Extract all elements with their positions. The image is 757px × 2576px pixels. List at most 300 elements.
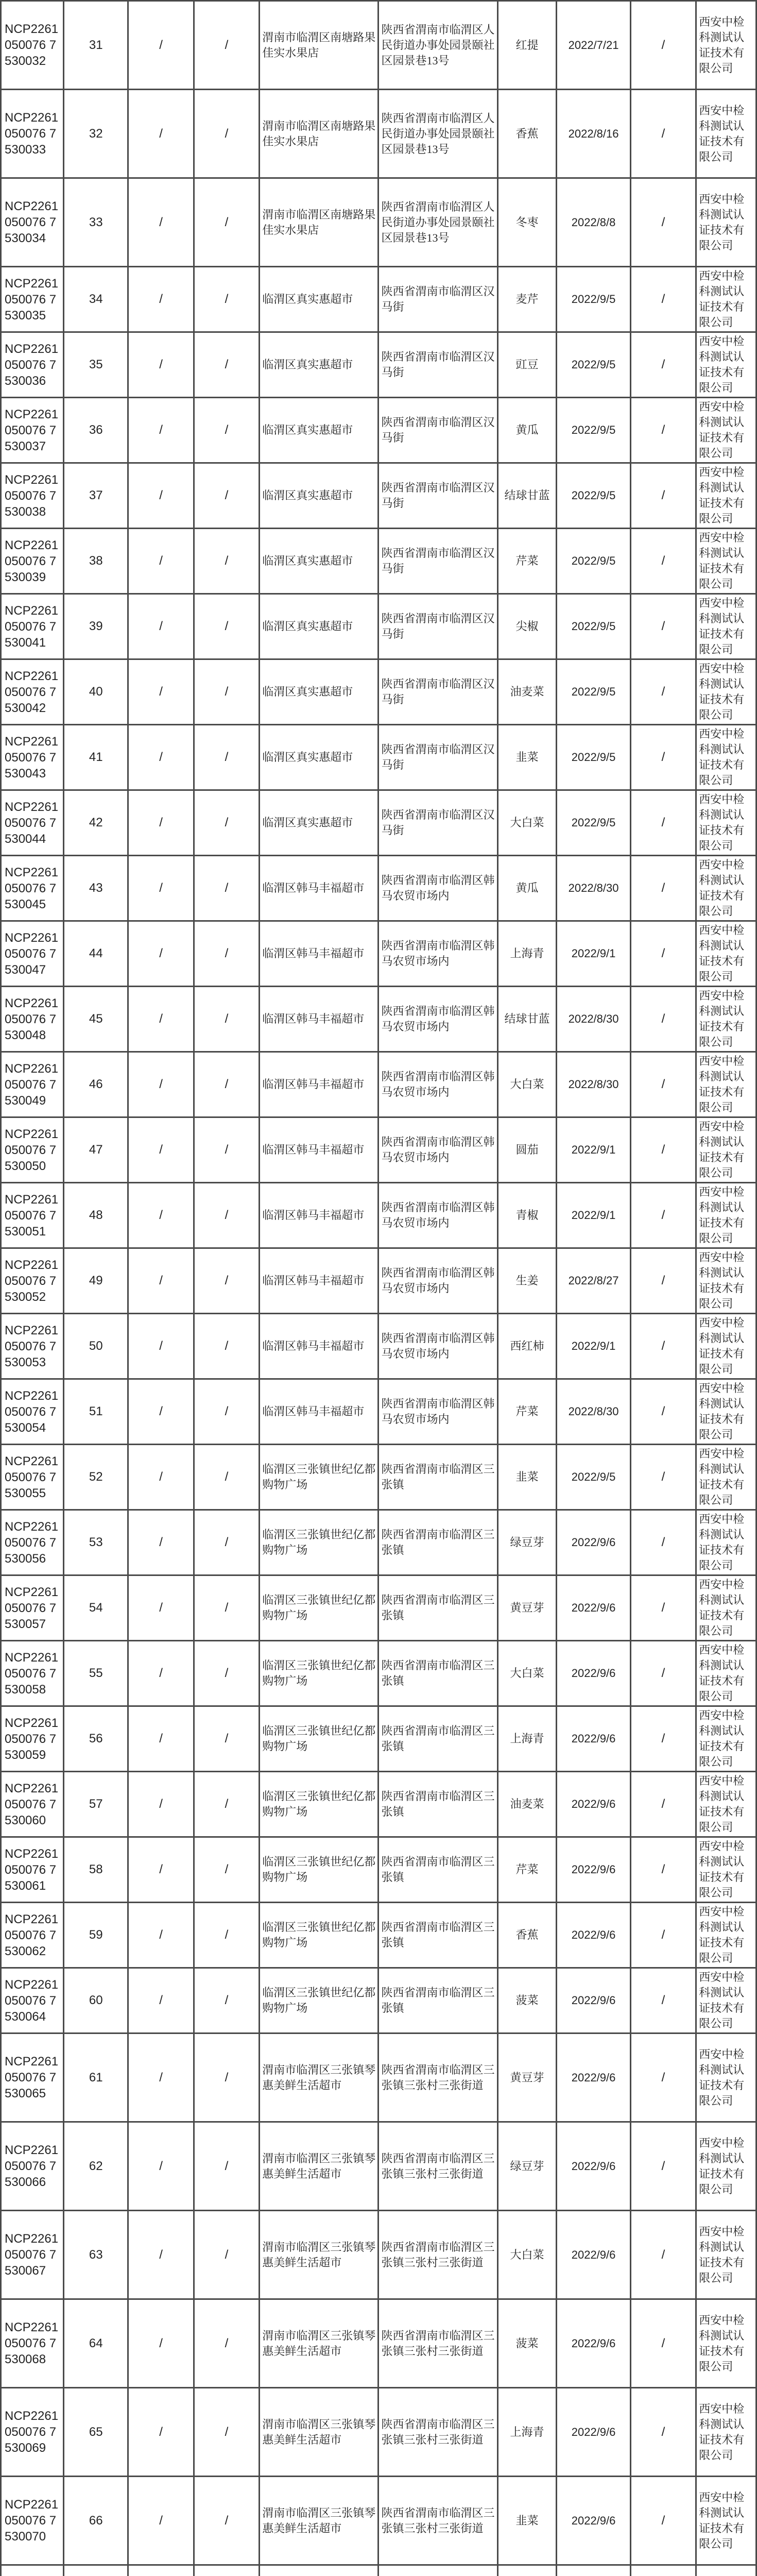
testing-agency-cell: 西安中检科测试认证技术有限公司 [696, 1837, 756, 1903]
blank-cell: / [630, 1837, 696, 1903]
blank-cell: / [630, 1183, 696, 1248]
blank-cell: / [194, 1575, 259, 1641]
sampled-unit-address-cell: 陕西省渭南市临渭区三张镇 [378, 1903, 497, 1968]
blank-cell: / [630, 1968, 696, 2033]
table-row [1, 332, 756, 398]
table-row [1, 659, 756, 725]
sampled-unit-name-cell: 临渭区三张镇世纪亿都购物广场 [260, 1903, 378, 1968]
blank-cell: / [128, 790, 194, 856]
sample-code-cell: NCP2261050076 7530051 [1, 1183, 64, 1248]
serial-number-cell: 41 [64, 725, 128, 790]
sample-code-cell: NCP2261050076 7530050 [1, 1117, 64, 1183]
sampling-date-cell: 2022/9/6 [557, 1903, 630, 1968]
sampled-unit-address-cell: 陕西省渭南市临渭区汉马街 [378, 529, 497, 594]
testing-agency-cell: 西安中检科测试认证技术有限公司 [696, 1248, 756, 1314]
serial-number-cell: 51 [64, 1379, 128, 1445]
sampling-date-cell: 2022/9/5 [557, 725, 630, 790]
serial-number-cell: 65 [64, 2388, 128, 2477]
sample-code-cell: NCP2261050076 7530064 [1, 1968, 64, 2033]
testing-agency-cell: 西安中检科测试认证技术有限公司 [696, 2033, 756, 2122]
blank-cell: / [128, 2388, 194, 2477]
blank-cell: / [630, 1510, 696, 1575]
sampled-unit-address-cell: 陕西省渭南市临渭区韩马农贸市场内 [378, 856, 497, 921]
table-row [1, 1968, 756, 2033]
table-row [1, 2122, 756, 2211]
blank-cell: / [630, 1445, 696, 1510]
sample-code-cell: NCP2261050076 7530069 [1, 2388, 64, 2477]
sample-code-cell: NCP2261050076 7530047 [1, 921, 64, 987]
sampled-unit-address-cell: 陕西省渭南市临渭区三张镇 [378, 1510, 497, 1575]
sampling-date-cell: 2022/8/30 [557, 1379, 630, 1445]
product-name-cell: 结球甘蓝 [497, 463, 557, 529]
sampled-unit-name-cell: 临渭区三张镇世纪亿都购物广场 [260, 1772, 378, 1837]
sample-code-cell: NCP2261050076 7530041 [1, 594, 64, 659]
sampling-date-cell: 2022/9/5 [557, 790, 630, 856]
blank-cell: / [194, 1445, 259, 1510]
sample-code-cell: NCP2261050076 7530037 [1, 398, 64, 463]
sampled-unit-address-cell: 陕西省渭南市临渭区韩马农贸市场内 [378, 1379, 497, 1445]
testing-agency-cell: 西安中检科测试认证技术有限公司 [696, 1445, 756, 1510]
sampling-date-cell: 2022/9/6 [557, 2477, 630, 2565]
blank-cell: / [630, 178, 696, 267]
serial-number-cell: 31 [64, 1, 128, 90]
blank-cell: / [630, 2033, 696, 2122]
blank-cell: / [630, 2388, 696, 2477]
product-name-cell: 绿豆芽 [497, 1510, 557, 1575]
sample-code-cell: NCP2261050076 7530056 [1, 1510, 64, 1575]
product-name-cell: 油麦菜 [497, 1772, 557, 1837]
product-name-cell: 冬枣 [497, 178, 557, 267]
sampled-unit-name-cell: 临渭区真实惠超市 [260, 725, 378, 790]
serial-number-cell: 32 [64, 90, 128, 178]
product-name-cell: 大白菜 [497, 1641, 557, 1706]
sampling-date-cell: 2022/8/27 [557, 1248, 630, 1314]
sampled-unit-address-cell: 陕西省渭南市临渭区汉马街 [378, 659, 497, 725]
product-name-cell: 上海青 [497, 2388, 557, 2477]
testing-agency-cell: 西安中检科测试认证技术有限公司 [696, 332, 756, 398]
blank-cell: / [128, 2211, 194, 2299]
serial-number-cell: 34 [64, 267, 128, 332]
blank-cell: / [194, 594, 259, 659]
blank-cell: / [630, 725, 696, 790]
blank-cell: / [194, 1, 259, 90]
sample-code-cell: NCP2261050076 7530068 [1, 2299, 64, 2388]
sampled-unit-address-cell: 陕西省渭南市临渭区韩马农贸市场内 [378, 1052, 497, 1117]
sample-code-cell: NCP2261050076 7530059 [1, 1706, 64, 1772]
blank-cell: / [630, 2299, 696, 2388]
blank-cell: / [128, 1510, 194, 1575]
testing-agency-cell: 西安中检科测试认证技术有限公司 [696, 1772, 756, 1837]
blank-cell: / [128, 1445, 194, 1510]
sampling-date-cell: 2022/9/5 [557, 463, 630, 529]
sampling-date-cell: 2022/9/5 [557, 594, 630, 659]
sampled-unit-address-cell: 陕西省渭南市临渭区韩马农贸市场内 [378, 1248, 497, 1314]
table-row [1, 2299, 756, 2388]
sampled-unit-address-cell: 陕西省渭南市临渭区三张镇 [378, 1837, 497, 1903]
blank-cell: / [194, 1903, 259, 1968]
blank-cell: / [630, 2477, 696, 2565]
table-row [1, 2565, 756, 2576]
blank-cell: / [128, 2477, 194, 2565]
blank-cell: / [128, 1837, 194, 1903]
sampling-date-cell: 2022/9/6 [557, 1641, 630, 1706]
serial-number-cell: 43 [64, 856, 128, 921]
testing-agency-cell: 西安中检科测试认证技术有限公司 [696, 659, 756, 725]
sampled-unit-address-cell: 陕西省渭南市临渭区三张镇三张村三张街道 [378, 2033, 497, 2122]
sample-code-cell: NCP2261050076 7530067 [1, 2211, 64, 2299]
sampled-unit-name-cell: 渭南市临渭区三张镇琴惠美鲜生活超市 [260, 2122, 378, 2211]
testing-agency-cell: 西安中检科测试认证技术有限公司 [696, 987, 756, 1052]
blank-cell: / [194, 398, 259, 463]
product-name-cell: 尖椒 [497, 594, 557, 659]
sampled-unit-address-cell: 陕西省渭南市临渭区三张镇 [378, 1641, 497, 1706]
blank-cell: / [128, 725, 194, 790]
serial-number-cell: 49 [64, 1248, 128, 1314]
table-row [1, 594, 756, 659]
product-name-cell: 菠菜 [497, 1968, 557, 2033]
sampled-unit-address-cell: 陕西省渭南市临渭区三张镇 [378, 1445, 497, 1510]
sample-code-cell: NCP2261050076 7530066 [1, 2122, 64, 2211]
blank-cell: / [128, 2033, 194, 2122]
blank-cell: / [194, 1641, 259, 1706]
blank-cell: / [128, 178, 194, 267]
sampled-unit-address-cell: 陕西省渭南市临渭区韩马农贸市场内 [378, 987, 497, 1052]
sample-code-cell: NCP2261050076 7530054 [1, 1379, 64, 1445]
table-row [1, 1052, 756, 1117]
sampled-unit-name-cell: 临渭区三张镇世纪亿都购物广场 [260, 1445, 378, 1510]
blank-cell: / [630, 463, 696, 529]
blank-cell: / [128, 1183, 194, 1248]
product-name-cell: 红提 [497, 1, 557, 90]
blank-cell: / [128, 1641, 194, 1706]
product-name-cell: 芹菜 [497, 1379, 557, 1445]
sampled-unit-name-cell [260, 2565, 378, 2576]
blank-cell: / [630, 90, 696, 178]
sampled-unit-address-cell: 陕西省渭南市临渭区汉马街 [378, 463, 497, 529]
product-name-cell: 豇豆 [497, 332, 557, 398]
sample-code-cell: NCP2261050076 7530034 [1, 178, 64, 267]
testing-agency-cell: 西安中检科测试认证技术有限公司 [696, 1314, 756, 1379]
testing-agency-cell: 西安中检科测试认证技术有限公司 [696, 1575, 756, 1641]
sample-code-cell: NCP2261050076 7530053 [1, 1314, 64, 1379]
testing-agency-cell: 西安中检科测试认证技术有限公司 [696, 1510, 756, 1575]
serial-number-cell: 55 [64, 1641, 128, 1706]
blank-cell: / [128, 856, 194, 921]
table-row [1, 90, 756, 178]
blank-cell: / [630, 1575, 696, 1641]
sampling-date-cell: 2022/8/16 [557, 90, 630, 178]
sampled-unit-address-cell: 陕西省渭南市临渭区韩马农贸市场内 [378, 1183, 497, 1248]
sampled-unit-address-cell: 陕西省渭南市临渭区三张镇三张村三张街道 [378, 2477, 497, 2565]
blank-cell: / [630, 856, 696, 921]
blank-cell: / [630, 1903, 696, 1968]
table-row [1, 790, 756, 856]
testing-agency-cell: 西安中检科测试认证技术有限公司 [696, 529, 756, 594]
serial-number-cell: 33 [64, 178, 128, 267]
blank-cell: / [194, 2388, 259, 2477]
sampled-unit-name-cell: 临渭区韩马丰福超市 [260, 856, 378, 921]
blank-cell: / [194, 332, 259, 398]
sampled-unit-name-cell: 渭南市临渭区南塘路果佳实水果店 [260, 90, 378, 178]
sample-code-cell [1, 2565, 64, 2576]
sample-code-cell: NCP2261050076 7530048 [1, 987, 64, 1052]
sample-code-cell: NCP2261050076 7530057 [1, 1575, 64, 1641]
sampled-unit-address-cell: 陕西省渭南市临渭区人民街道办事处园景颐社区园景巷13号 [378, 178, 497, 267]
sampled-unit-name-cell: 临渭区三张镇世纪亿都购物广场 [260, 1641, 378, 1706]
table-row [1, 1510, 756, 1575]
product-name-cell: 上海青 [497, 921, 557, 987]
sampled-unit-name-cell: 临渭区韩马丰福超市 [260, 1379, 378, 1445]
sampling-date-cell: 2022/9/6 [557, 2299, 630, 2388]
table-body [1, 1, 756, 2576]
sampled-unit-name-cell: 临渭区韩马丰福超市 [260, 987, 378, 1052]
serial-number-cell: 60 [64, 1968, 128, 2033]
sampling-date-cell: 2022/9/6 [557, 1772, 630, 1837]
table-row [1, 1445, 756, 1510]
sampled-unit-address-cell: 陕西省渭南市临渭区三张镇三张村三张街道 [378, 2211, 497, 2299]
blank-cell: / [630, 1117, 696, 1183]
table-row [1, 1379, 756, 1445]
table-row [1, 398, 756, 463]
blank-cell: / [128, 2299, 194, 2388]
table-row [1, 1706, 756, 1772]
testing-agency-cell: 西安中检科测试认证技术有限公司 [696, 1117, 756, 1183]
sampled-unit-name-cell: 临渭区韩马丰福超市 [260, 1052, 378, 1117]
sampled-unit-name-cell: 渭南市临渭区三张镇琴惠美鲜生活超市 [260, 2477, 378, 2565]
blank-cell: / [194, 1510, 259, 1575]
sampling-date-cell: 2022/9/6 [557, 1706, 630, 1772]
table-row [1, 267, 756, 332]
sample-code-cell: NCP2261050076 7530043 [1, 725, 64, 790]
table-row [1, 2477, 756, 2565]
blank-cell [194, 2565, 259, 2576]
blank-cell: / [194, 2211, 259, 2299]
sampled-unit-name-cell: 临渭区韩马丰福超市 [260, 1117, 378, 1183]
sample-code-cell: NCP2261050076 7530035 [1, 267, 64, 332]
product-name-cell: 菠菜 [497, 2299, 557, 2388]
product-name-cell: 麦芹 [497, 267, 557, 332]
table-row [1, 921, 756, 987]
product-name-cell: 韭菜 [497, 2477, 557, 2565]
product-name-cell: 芹菜 [497, 529, 557, 594]
product-name-cell: 西红柿 [497, 1314, 557, 1379]
testing-agency-cell: 西安中检科测试认证技术有限公司 [696, 1183, 756, 1248]
blank-cell: / [128, 987, 194, 1052]
blank-cell: / [630, 1641, 696, 1706]
blank-cell: / [128, 1, 194, 90]
sample-code-cell: NCP2261050076 7530049 [1, 1052, 64, 1117]
serial-number-cell: 40 [64, 659, 128, 725]
sample-code-cell: NCP2261050076 7530058 [1, 1641, 64, 1706]
serial-number-cell: 63 [64, 2211, 128, 2299]
serial-number-cell: 66 [64, 2477, 128, 2565]
serial-number-cell: 42 [64, 790, 128, 856]
testing-agency-cell: 西安中检科测试认证技术有限公司 [696, 1, 756, 90]
blank-cell: / [194, 1314, 259, 1379]
sampling-date-cell: 2022/9/5 [557, 1445, 630, 1510]
table-row [1, 1641, 756, 1706]
serial-number-cell: 47 [64, 1117, 128, 1183]
testing-agency-cell: 西安中检科测试认证技术有限公司 [696, 1641, 756, 1706]
testing-agency-cell: 西安中检科测试认证技术有限公司 [696, 178, 756, 267]
sampled-unit-address-cell: 陕西省渭南市临渭区三张镇 [378, 1968, 497, 2033]
serial-number-cell: 37 [64, 463, 128, 529]
blank-cell: / [630, 594, 696, 659]
serial-number-cell: 54 [64, 1575, 128, 1641]
serial-number-cell: 39 [64, 594, 128, 659]
sample-code-cell: NCP2261050076 7530055 [1, 1445, 64, 1510]
table-row [1, 1772, 756, 1837]
sampling-date-cell: 2022/9/6 [557, 1968, 630, 2033]
sampling-date-cell: 2022/8/8 [557, 178, 630, 267]
blank-cell: / [194, 2033, 259, 2122]
testing-agency-cell: 西安中检科测试认证技术有限公司 [696, 1379, 756, 1445]
testing-agency-cell: 西安中检科测试认证技术有限公司 [696, 463, 756, 529]
testing-agency-cell: 西安中检科测试认证技术有限公司 [696, 2477, 756, 2565]
sampled-unit-name-cell: 临渭区三张镇世纪亿都购物广场 [260, 1706, 378, 1772]
sampling-date-cell: 2022/9/5 [557, 529, 630, 594]
sampled-unit-address-cell: 陕西省渭南市临渭区韩马农贸市场内 [378, 1314, 497, 1379]
product-name-cell: 韭菜 [497, 1445, 557, 1510]
blank-cell: / [194, 659, 259, 725]
serial-number-cell: 36 [64, 398, 128, 463]
sampling-date-cell: 2022/9/5 [557, 267, 630, 332]
sampling-date-cell: 2022/9/1 [557, 921, 630, 987]
product-name-cell: 上海青 [497, 1706, 557, 1772]
sampling-date-cell: 2022/9/6 [557, 1510, 630, 1575]
sampled-unit-address-cell: 陕西省渭南市临渭区三张镇 [378, 1706, 497, 1772]
sampling-date-cell: 2022/7/21 [557, 1, 630, 90]
blank-cell [630, 2565, 696, 2576]
serial-number-cell: 52 [64, 1445, 128, 1510]
sample-code-cell: NCP2261050076 7530042 [1, 659, 64, 725]
testing-agency-cell: 西安中检科测试认证技术有限公司 [696, 2299, 756, 2388]
sampled-unit-name-cell: 临渭区三张镇世纪亿都购物广场 [260, 1837, 378, 1903]
sampling-date-cell: 2022/9/6 [557, 1837, 630, 1903]
sampling-date-cell: 2022/9/1 [557, 1117, 630, 1183]
testing-agency-cell: 西安中检科测试认证技术有限公司 [696, 594, 756, 659]
testing-agency-cell [696, 2565, 756, 2576]
table-row [1, 1903, 756, 1968]
blank-cell: / [194, 1706, 259, 1772]
blank-cell: / [128, 1052, 194, 1117]
blank-cell: / [194, 1052, 259, 1117]
sampled-unit-name-cell: 渭南市临渭区南塘路果佳实水果店 [260, 178, 378, 267]
blank-cell: / [194, 178, 259, 267]
blank-cell: / [128, 1772, 194, 1837]
blank-cell: / [128, 1903, 194, 1968]
blank-cell: / [128, 1379, 194, 1445]
blank-cell: / [128, 594, 194, 659]
sampled-unit-name-cell: 临渭区三张镇世纪亿都购物广场 [260, 1510, 378, 1575]
blank-cell: / [128, 1968, 194, 2033]
blank-cell: / [128, 1314, 194, 1379]
sampling-date-cell: 2022/9/1 [557, 1314, 630, 1379]
sampled-unit-address-cell: 陕西省渭南市临渭区三张镇三张村三张街道 [378, 2299, 497, 2388]
sampling-date-cell: 2022/9/5 [557, 398, 630, 463]
table-row [1, 1575, 756, 1641]
sample-code-cell: NCP2261050076 7530032 [1, 1, 64, 90]
testing-agency-cell: 西安中检科测试认证技术有限公司 [696, 2388, 756, 2477]
blank-cell [128, 2565, 194, 2576]
blank-cell: / [194, 790, 259, 856]
blank-cell: / [194, 529, 259, 594]
serial-number-cell: 46 [64, 1052, 128, 1117]
product-name-cell: 黄豆芽 [497, 2033, 557, 2122]
sampling-date-cell: 2022/9/1 [557, 1183, 630, 1248]
blank-cell: / [630, 1772, 696, 1837]
sampled-unit-address-cell: 陕西省渭南市临渭区汉马街 [378, 267, 497, 332]
sampled-unit-name-cell: 渭南市临渭区三张镇琴惠美鲜生活超市 [260, 2299, 378, 2388]
blank-cell: / [194, 1183, 259, 1248]
testing-agency-cell: 西安中检科测试认证技术有限公司 [696, 921, 756, 987]
serial-number-cell: 57 [64, 1772, 128, 1837]
blank-cell: / [194, 725, 259, 790]
sampled-unit-address-cell: 陕西省渭南市临渭区三张镇 [378, 1772, 497, 1837]
sampled-unit-name-cell: 临渭区真实惠超市 [260, 594, 378, 659]
sampled-unit-address-cell: 陕西省渭南市临渭区汉马街 [378, 725, 497, 790]
product-name-cell: 黄瓜 [497, 398, 557, 463]
blank-cell: / [630, 267, 696, 332]
table-row [1, 987, 756, 1052]
blank-cell: / [194, 463, 259, 529]
blank-cell: / [630, 1379, 696, 1445]
testing-agency-cell: 西安中检科测试认证技术有限公司 [696, 90, 756, 178]
testing-agency-cell: 西安中检科测试认证技术有限公司 [696, 1706, 756, 1772]
blank-cell: / [128, 1706, 194, 1772]
blank-cell: / [630, 2122, 696, 2211]
sampled-unit-name-cell: 临渭区韩马丰福超市 [260, 921, 378, 987]
blank-cell: / [630, 332, 696, 398]
testing-agency-cell: 西安中检科测试认证技术有限公司 [696, 856, 756, 921]
serial-number-cell [64, 2565, 128, 2576]
blank-cell: / [630, 921, 696, 987]
blank-cell: / [630, 529, 696, 594]
sampled-unit-name-cell: 渭南市临渭区三张镇琴惠美鲜生活超市 [260, 2211, 378, 2299]
product-name-cell: 大白菜 [497, 1052, 557, 1117]
sampled-unit-name-cell: 临渭区真实惠超市 [260, 529, 378, 594]
sampling-date-cell: 2022/9/6 [557, 2033, 630, 2122]
blank-cell: / [630, 1248, 696, 1314]
sampling-date-cell: 2022/9/5 [557, 659, 630, 725]
table-row [1, 1183, 756, 1248]
sampled-unit-name-cell: 渭南市临渭区三张镇琴惠美鲜生活超市 [260, 2033, 378, 2122]
product-name-cell: 韭菜 [497, 725, 557, 790]
sampled-unit-address-cell: 陕西省渭南市临渭区三张镇三张村三张街道 [378, 2122, 497, 2211]
serial-number-cell: 44 [64, 921, 128, 987]
blank-cell: / [630, 1314, 696, 1379]
table-row [1, 1837, 756, 1903]
sampled-unit-name-cell: 临渭区三张镇世纪亿都购物广场 [260, 1575, 378, 1641]
blank-cell: / [128, 659, 194, 725]
blank-cell: / [128, 529, 194, 594]
table-row [1, 1, 756, 90]
sampled-unit-name-cell: 渭南市临渭区三张镇琴惠美鲜生活超市 [260, 2388, 378, 2477]
blank-cell: / [194, 921, 259, 987]
blank-cell: / [630, 2211, 696, 2299]
product-name-cell: 结球甘蓝 [497, 987, 557, 1052]
table-row [1, 1248, 756, 1314]
blank-cell: / [194, 987, 259, 1052]
blank-cell: / [194, 1379, 259, 1445]
blank-cell: / [194, 1117, 259, 1183]
sampled-unit-name-cell: 临渭区韩马丰福超市 [260, 1183, 378, 1248]
blank-cell: / [128, 1248, 194, 1314]
product-name-cell: 黄瓜 [497, 856, 557, 921]
blank-cell: / [630, 1706, 696, 1772]
testing-agency-cell: 西安中检科测试认证技术有限公司 [696, 1903, 756, 1968]
sample-code-cell: NCP2261050076 7530045 [1, 856, 64, 921]
